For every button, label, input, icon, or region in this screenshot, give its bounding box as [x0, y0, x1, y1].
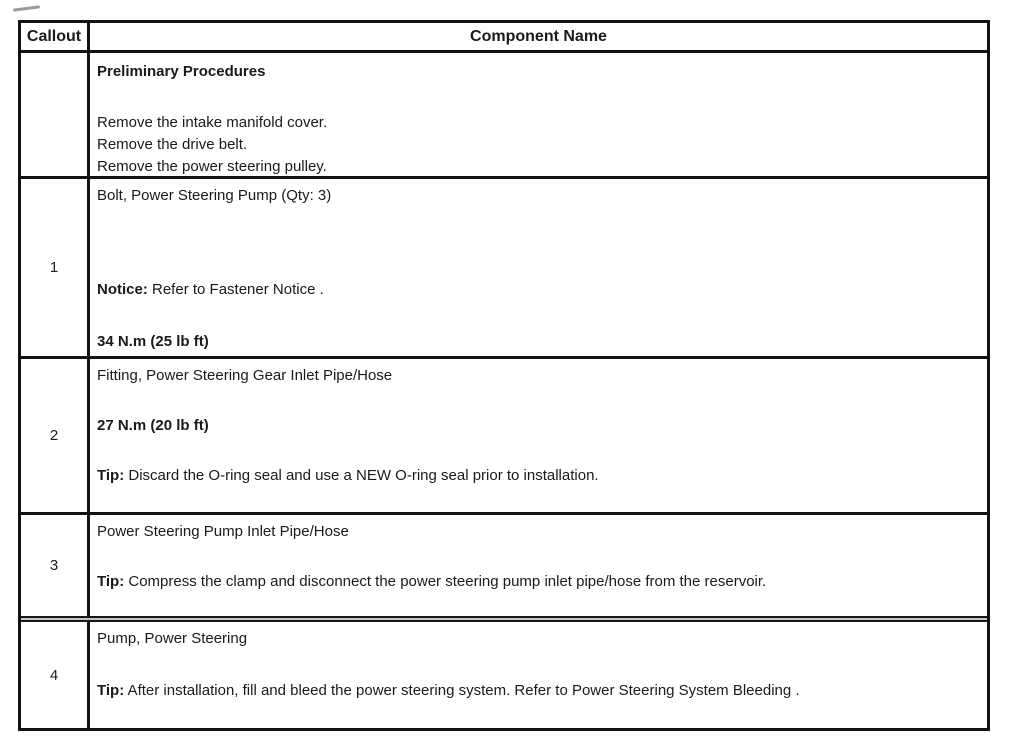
tip-line	[97, 680, 977, 702]
callout-number: 3	[21, 515, 90, 616]
tip-label: Tip:	[97, 682, 125, 699]
preliminary-procedures-cell	[90, 53, 987, 176]
callout-column-header: Callout	[21, 23, 90, 50]
tip-label: Tip:	[97, 467, 125, 484]
preliminary-step: Remove the power steering pulley.	[97, 158, 327, 175]
tip-text: After installation, fill and bleed the power steering system. Refer to Power Steering System Bleeding .	[124, 682, 800, 699]
component-name-column-header: Component Name	[470, 27, 607, 45]
component-cell	[90, 359, 987, 512]
component-callout-table	[18, 20, 990, 731]
scan-artifact-mark	[13, 5, 40, 11]
callout-number: 2	[21, 359, 90, 512]
preliminary-procedures-row	[21, 50, 987, 176]
table-row-callout-4	[21, 622, 987, 728]
notice-text: Refer to Fastener Notice .	[147, 281, 324, 298]
preliminary-step: Remove the drive belt.	[97, 136, 248, 153]
table-header-row	[21, 23, 987, 50]
preliminary-procedures-title: Preliminary Procedures	[97, 63, 266, 80]
notice-line	[97, 279, 977, 301]
component-name: Pump, Power Steering	[97, 630, 248, 647]
tip-text: Discard the O-ring seal and use a NEW O-ring seal prior to installation.	[124, 467, 599, 484]
preliminary-steps	[97, 112, 977, 178]
table-row-callout-3	[21, 512, 987, 616]
component-cell	[90, 515, 987, 616]
callout-cell-empty	[21, 53, 90, 176]
torque-spec: 34 N.m (25 lb ft)	[97, 333, 209, 350]
tip-line	[97, 465, 977, 487]
tip-text: Compress the clamp and disconnect the power steering pump inlet pipe/hose from the reservoir.	[124, 573, 767, 590]
torque-spec: 27 N.m (20 lb ft)	[97, 417, 209, 434]
component-name: Fitting, Power Steering Gear Inlet Pipe/Hose	[97, 367, 393, 384]
component-name: Bolt, Power Steering Pump (Qty: 3)	[97, 187, 332, 204]
component-cell	[90, 179, 987, 356]
callout-number: 4	[21, 622, 90, 728]
table-row-callout-2	[21, 356, 987, 512]
preliminary-step: Remove the intake manifold cover.	[97, 114, 328, 131]
notice-label: Notice:	[97, 281, 148, 298]
table-row-callout-1	[21, 176, 987, 356]
tip-line	[97, 571, 977, 593]
tip-label: Tip:	[97, 573, 125, 590]
component-cell	[90, 622, 987, 728]
callout-number: 1	[21, 179, 90, 356]
component-name: Power Steering Pump Inlet Pipe/Hose	[97, 523, 349, 540]
